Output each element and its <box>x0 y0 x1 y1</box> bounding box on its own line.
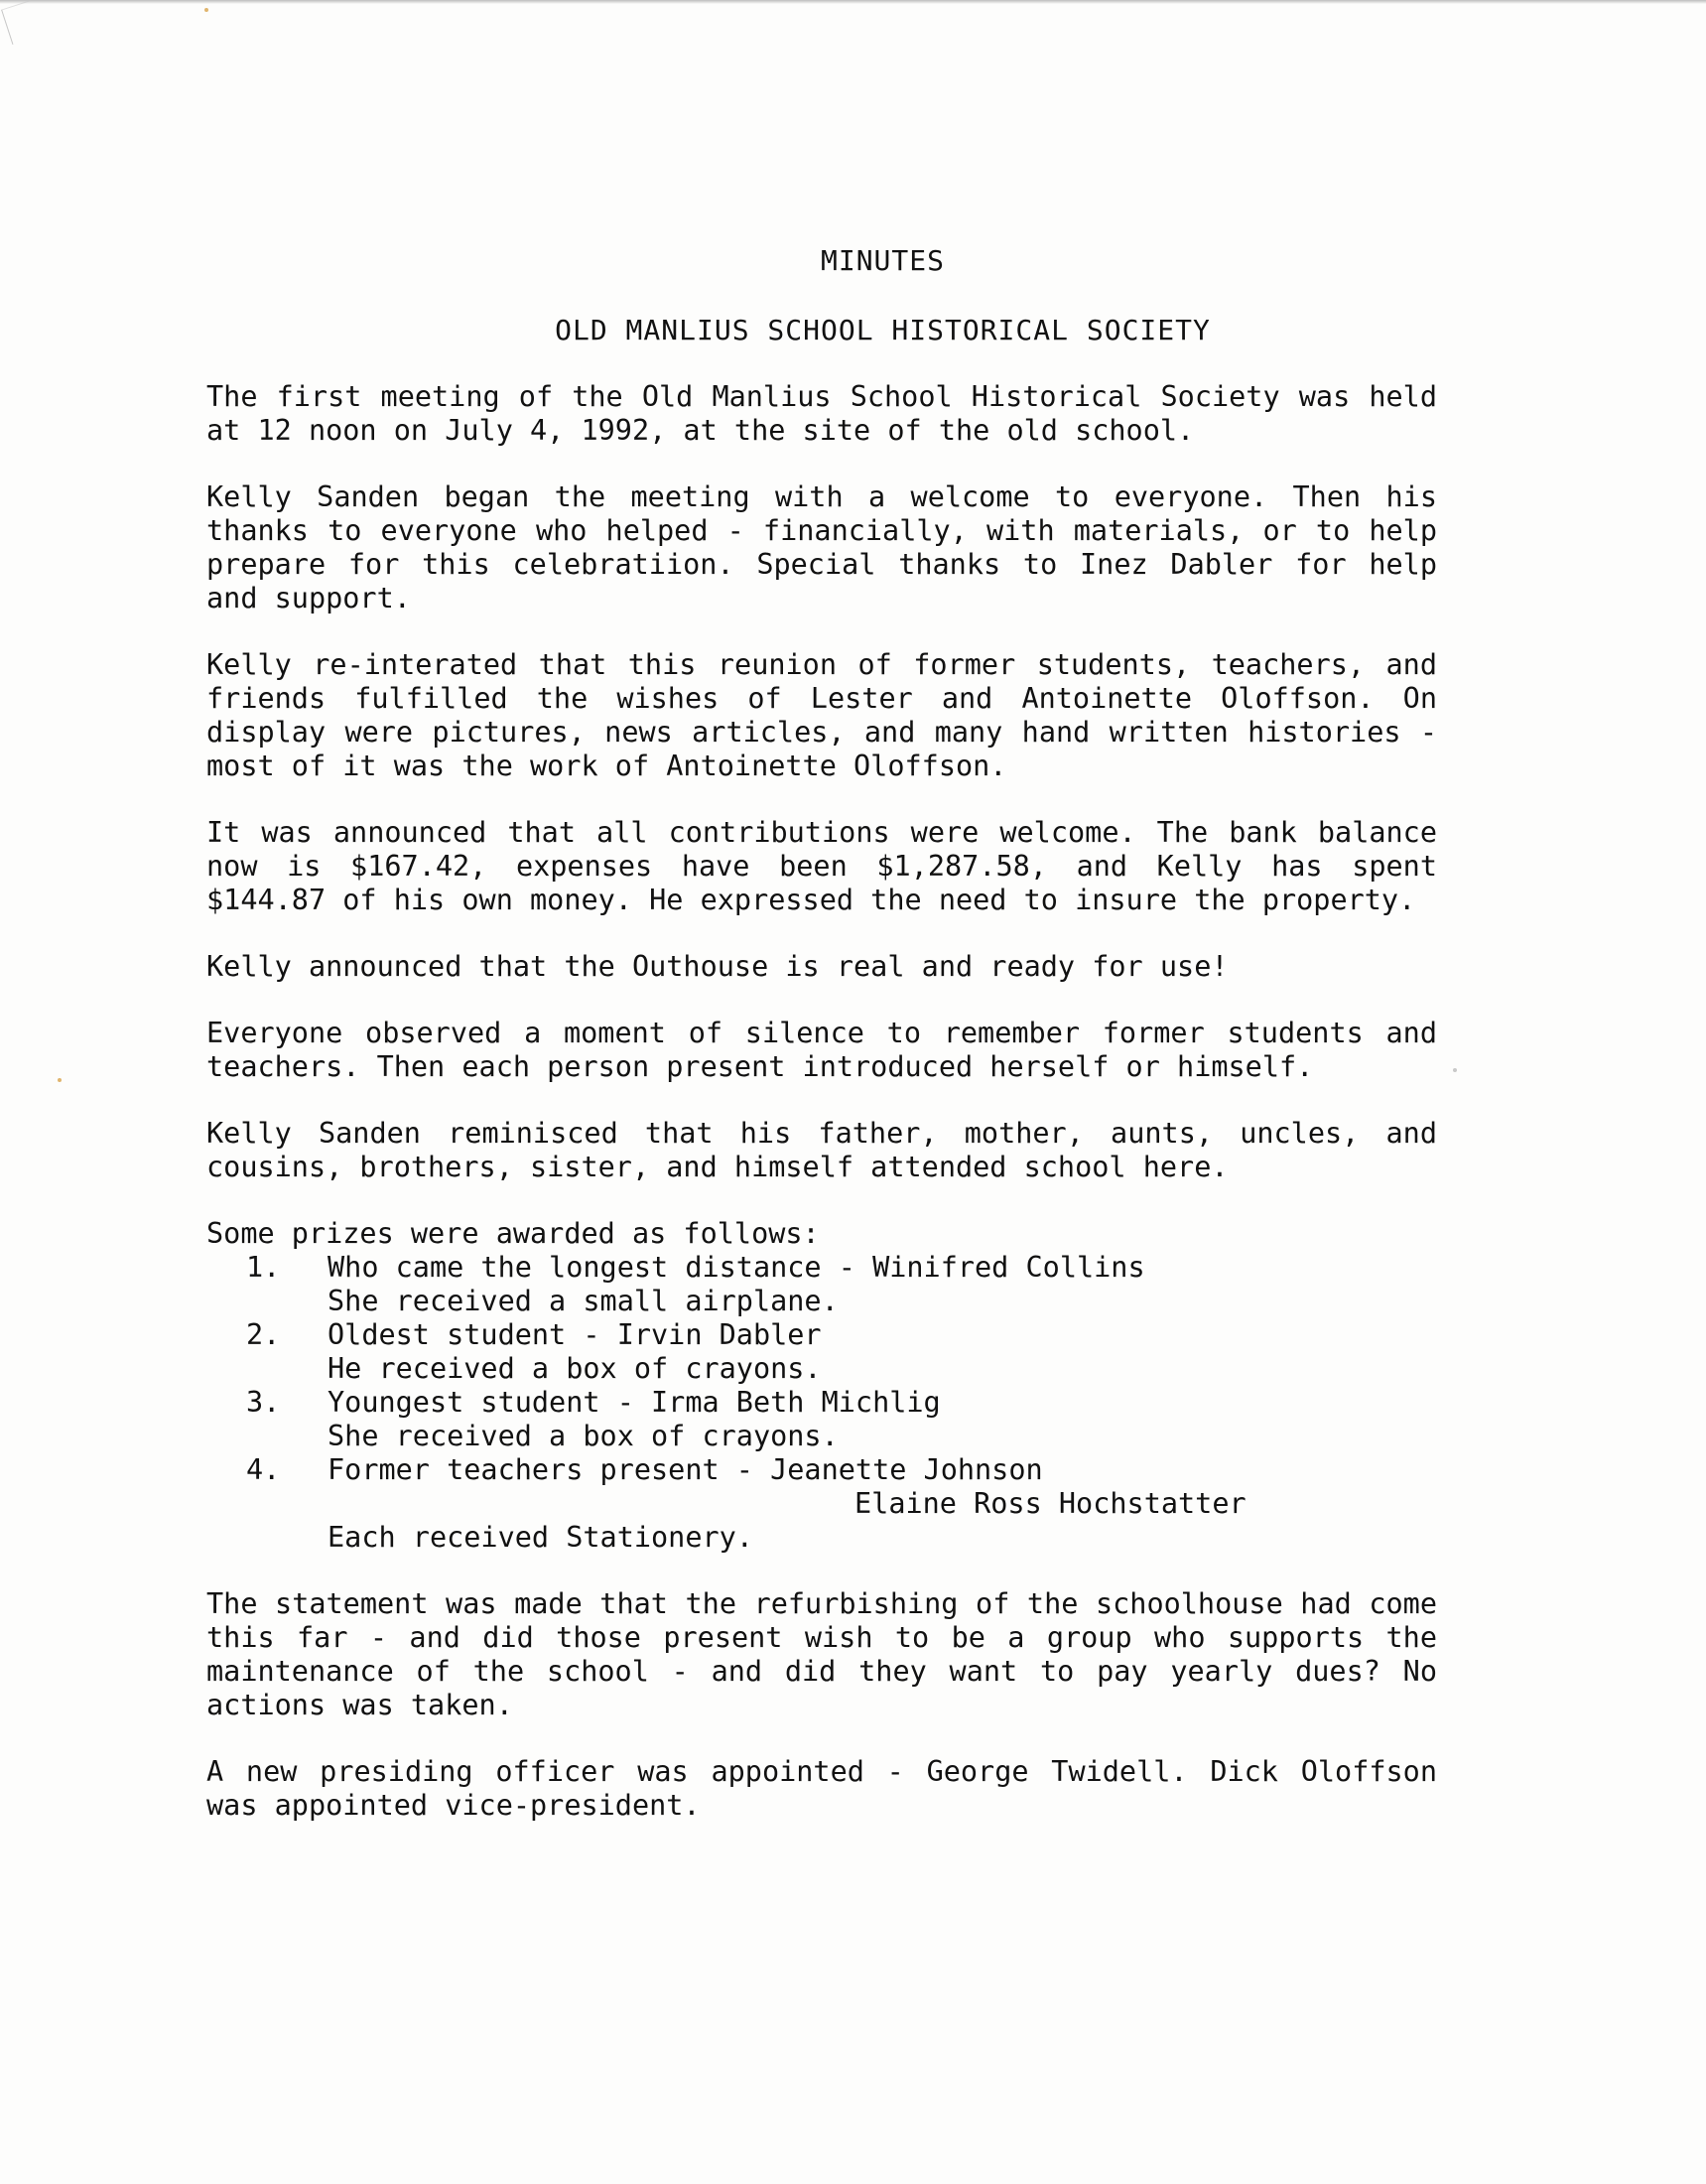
stain-dot <box>204 8 208 12</box>
item-number: 1. <box>246 1251 281 1284</box>
organization-name: OLD MANLIUS SCHOOL HISTORICAL SOCIETY <box>555 314 1211 346</box>
item-number: 2. <box>246 1318 281 1351</box>
scan-edge <box>0 0 1706 4</box>
prize-received: She received a box of crayons. <box>328 1420 839 1452</box>
prize-title: Who came the longest distance - Winifred Collins <box>328 1251 1145 1284</box>
paragraph-reunion: Kelly re-interated that this reunion of former students, teachers, and friends fulfilled the wishes of Lester and Antoinette Oloffson. On display were pictures, news articles, and many hand written histories - most of it was the work of Antoinette Oloffson. <box>206 648 1437 782</box>
paragraph-officers: A new presiding officer was appointed - George Twidell. Dick Oloffson was appointed vice-president. <box>206 1755 1437 1822</box>
minutes-body <box>206 380 1437 1855</box>
paragraph-welcome: Kelly Sanden began the meeting with a welcome to everyone. Then his thanks to everyone who helped - financially, with materials, or to help prepare for this celebratiion. Special thanks to Inez Dabler for help and support. <box>206 480 1437 614</box>
prize-list <box>206 1251 1437 1555</box>
prize-received: She received a small airplane. <box>328 1285 839 1317</box>
list-item <box>206 1453 1437 1555</box>
paragraph-reminisce: Kelly Sanden reminisced that his father, mother, aunts, uncles, and cousins, brothers, sister, and himself attended school here. <box>206 1117 1437 1183</box>
list-item <box>206 1386 1437 1453</box>
item-number: 4. <box>246 1453 281 1486</box>
list-item <box>206 1251 1437 1318</box>
prize-title: Former teachers present - Jeanette Johnson <box>328 1453 1043 1486</box>
corner-fold-mark <box>1 0 42 45</box>
stain-dot <box>58 1078 62 1082</box>
paragraph-meeting-info: The first meeting of the Old Manlius School Historical Society was held at 12 noon on July 4, 1992, at the site of the old school. <box>206 380 1437 447</box>
list-item <box>206 1318 1437 1386</box>
page-title: MINUTES <box>820 244 945 277</box>
second-teacher-name: Elaine Ross Hochstatter <box>854 1487 1247 1520</box>
prize-title: Oldest student - Irvin Dabler <box>328 1318 822 1351</box>
prize-title: Youngest student - Irma Beth Michlig <box>328 1386 941 1419</box>
paragraph-finances: It was announced that all contributions were welcome. The bank balance now is $167.42, expenses have been $1,287.58, and Kelly has spent $144.87 of his own money. He expressed the need to insure the property. <box>206 816 1437 916</box>
prize-received: Each received Stationery. <box>328 1521 753 1554</box>
prize-received: He received a box of crayons. <box>328 1352 822 1385</box>
item-number: 3. <box>246 1386 281 1419</box>
stain-dot <box>1453 1068 1457 1072</box>
prizes-intro: Some prizes were awarded as follows: <box>206 1217 820 1250</box>
paragraph-refurbishing: The statement was made that the refurbishing of the schoolhouse had come this far - and did those present wish to be a group who supports the maintenance of the school - and did they want to pay yearly dues? No actions was taken. <box>206 1587 1437 1721</box>
paragraph-outhouse: Kelly announced that the Outhouse is real and ready for use! <box>206 950 1229 983</box>
paragraph-silence: Everyone observed a moment of silence to remember former students and teachers. Then each person present introduced herself or himself. <box>206 1017 1437 1083</box>
